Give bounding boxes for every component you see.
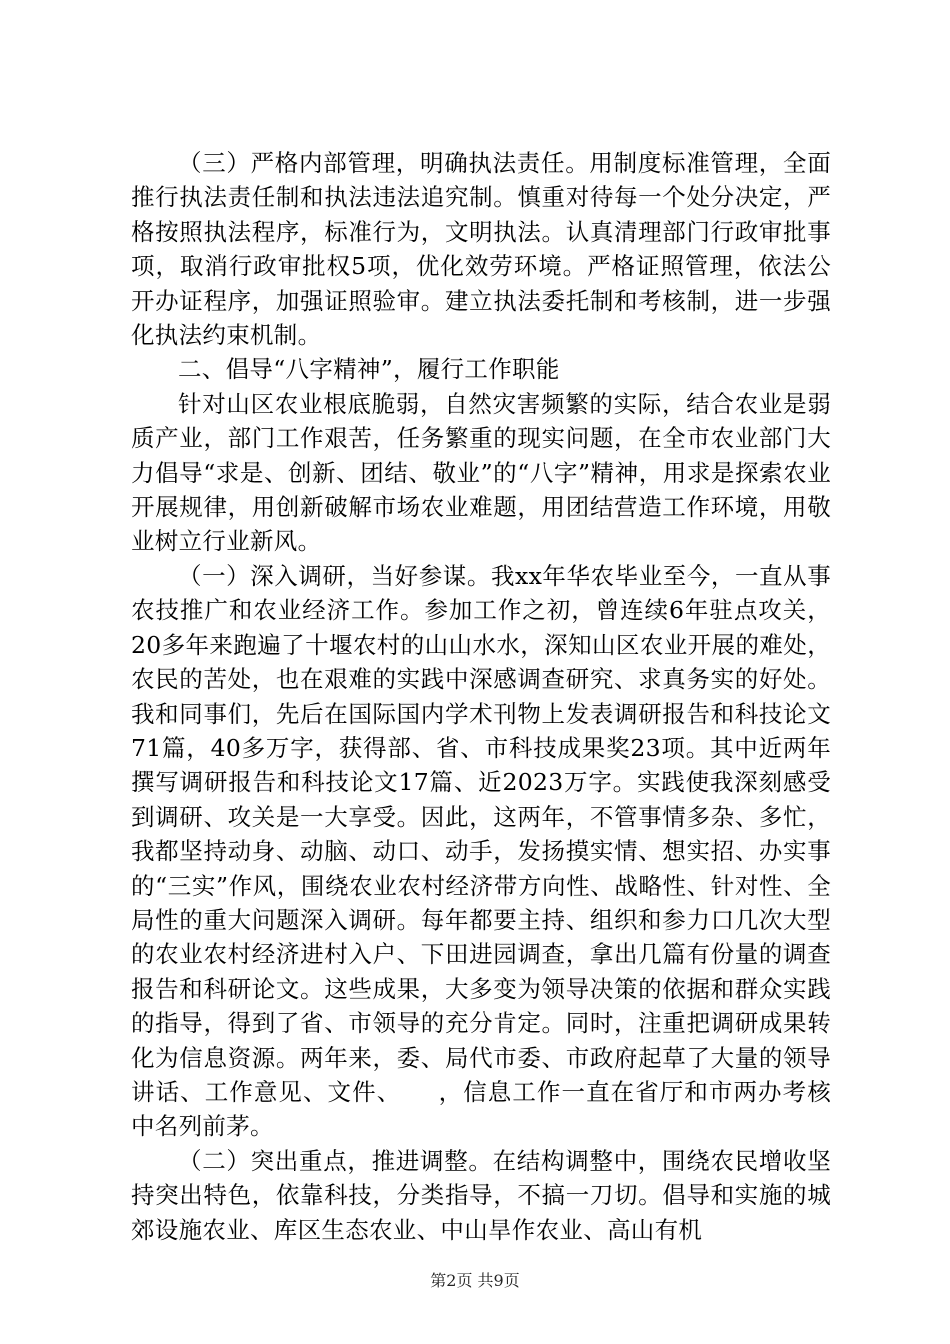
page-number-footer: 第2页 共9页	[430, 1271, 520, 1290]
paragraph-mountain-agriculture: 针对山区农业根底脆弱，自然灾害频繁的实际，结合农业是弱质产业，部门工作艰苦，任务繁重的现实问题，在全市农业部门大力倡导“求是、创新、团结、敬业”的“八字”精神，用求是探索农业开展规律，用创新破解市场农业难题，用团结营造工作环境，用敬业树立行业新风。	[131, 389, 831, 556]
document-body	[131, 146, 831, 1247]
paragraph-highlight-priorities: （二）突出重点，推进调整。在结构调整中，围绕农民增收坚持突出特色，依靠科技，分类指导，不搞一刀切。倡导和实施的城郊设施农业、库区生态农业、中山旱作农业、高山有机	[131, 1146, 831, 1244]
paragraph-in-depth-research: （一）深入调研，当好参谋。我xx年华农毕业至今，一直从事农技推广和农业经济工作。参加工作之初，曾连续6年驻点攻关，20多年来跑遍了十堰农村的山山水水，深知山区农业开展的难处，农民的苦处，也在艰难的实践中深感调查研究、求真务实的好处。我和同事们，先后在国际国内学术刊物上发表调研报告和科技论文71篇，40多万字，获得部、省、市科技成果奖23项。其中近两年撰写调研报告和科技论文17篇、近2023万字。实践使我深刻感受到调研、攻关是一大享受。因此，这两年，不管事情多杂、多忙，我都坚持动身、动脑、动口、动手，发扬摸实情、想实招、办实事的“三实”作风，围绕农业农村经济带方向性、战略性、针对性、全局性的重大问题深入调研。每年都要主持、组织和参力口几次大型的农业农村经济进村入户、下田进园调查，拿出几篇有份量的调查报告和科研论文。这些成果，大多变为领导决策的依据和群众实践的指导，得到了省、市领导的充分肯定。同时，注重把调研成果转化为信息资源。两年来，委、局代市委、市政府起草了大量的领导讲话、工作意见、文件、 ，信息工作一直在省厅和市两办考核中名列前茅。	[131, 561, 831, 1141]
paragraph-strict-management: （三）严格内部管理，明确执法责任。用制度标准管理，全面推行执法责任制和执法违法追究制。慎重对待每一个处分决定，严格按照执法程序，标准行为，文明执法。认真清理部门行政审批事项，取消行政审批权5项，优化效劳环境。严格证照管理，依法公开办证程序，加强证照验审。建立执法委托制和考核制，进一步强化执法约束机制。	[131, 149, 831, 350]
section-heading-eight-character-spirit: 二、倡导“八字精神”，履行工作职能	[178, 355, 560, 384]
